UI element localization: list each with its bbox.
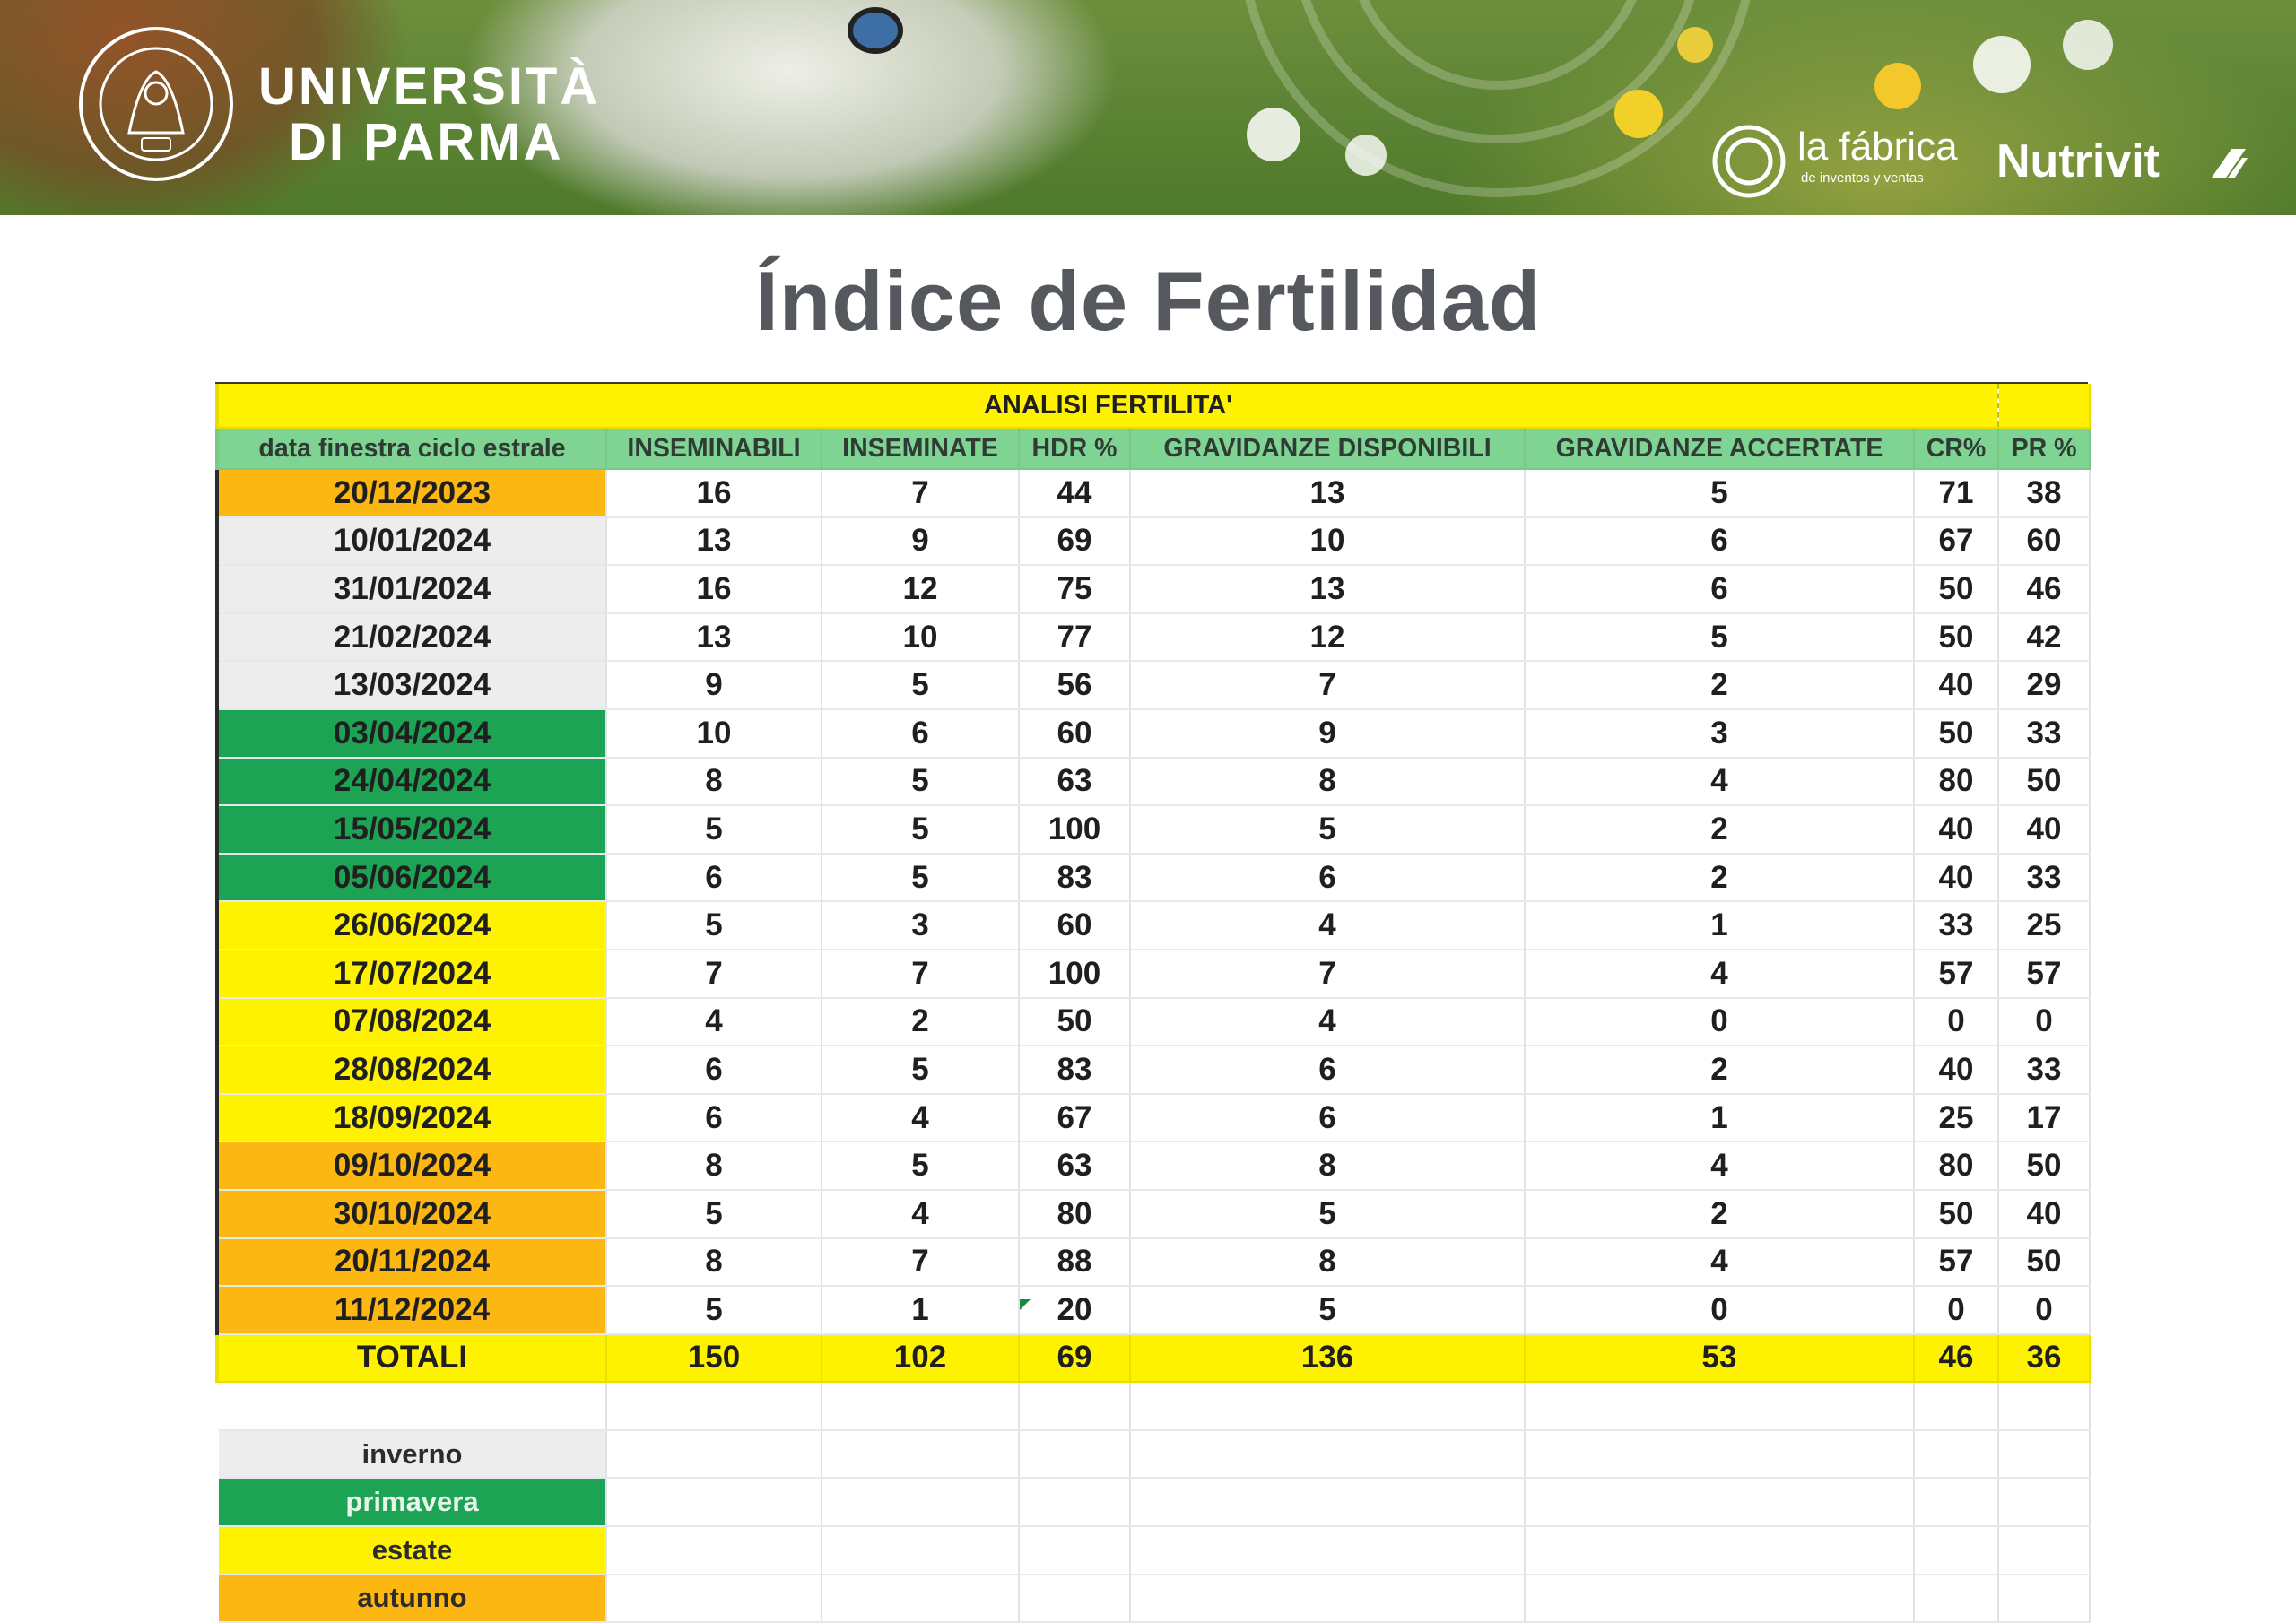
date-cell: 26/06/2024 bbox=[217, 901, 606, 950]
value-cell: 29 bbox=[1998, 661, 2090, 709]
value-cell: 6 bbox=[1130, 854, 1525, 902]
value-cell: 10 bbox=[606, 709, 822, 758]
blank-cell bbox=[606, 1382, 822, 1430]
table-row bbox=[217, 998, 2090, 1046]
total-value-cell: 46 bbox=[1914, 1334, 1998, 1383]
value-cell: 5 bbox=[606, 1190, 822, 1238]
date-cell: 10/01/2024 bbox=[217, 517, 606, 566]
value-cell: 4 bbox=[606, 998, 822, 1046]
blank-cell bbox=[1998, 1478, 2090, 1526]
column-header: INSEMINATE bbox=[822, 428, 1019, 469]
value-cell: 80 bbox=[1019, 1190, 1130, 1238]
value-cell: 60 bbox=[1998, 517, 2090, 566]
blank-cell bbox=[822, 1382, 1019, 1430]
blank-cell bbox=[822, 1478, 1019, 1526]
value-cell: 38 bbox=[1998, 469, 2090, 517]
blank-cell bbox=[606, 1575, 822, 1623]
total-value-cell: 150 bbox=[606, 1334, 822, 1383]
flower-decoration bbox=[1247, 108, 1300, 161]
blank-cell bbox=[1914, 1430, 1998, 1479]
value-cell: 40 bbox=[1998, 805, 2090, 854]
value-cell: 44 bbox=[1019, 469, 1130, 517]
university-line-1: UNIVERSITÀ bbox=[258, 57, 601, 116]
date-cell: 30/10/2024 bbox=[217, 1190, 606, 1238]
value-cell: 2 bbox=[822, 998, 1019, 1046]
value-cell: 5 bbox=[822, 854, 1019, 902]
value-cell: 8 bbox=[1130, 1238, 1525, 1287]
value-cell: 7 bbox=[1130, 950, 1525, 998]
table-row bbox=[217, 469, 2090, 517]
nutrivit-logo: Nutrivit bbox=[1996, 135, 2160, 187]
value-cell: 40 bbox=[1914, 854, 1998, 902]
value-cell: 5 bbox=[1130, 1190, 1525, 1238]
blank-cell bbox=[1914, 1382, 1998, 1430]
table-row bbox=[217, 565, 2090, 613]
value-cell: 10 bbox=[822, 613, 1019, 662]
date-cell: 21/02/2024 bbox=[217, 613, 606, 662]
date-cell: 13/03/2024 bbox=[217, 661, 606, 709]
table-row bbox=[217, 661, 2090, 709]
value-cell: 5 bbox=[822, 661, 1019, 709]
value-cell: 5 bbox=[822, 758, 1019, 806]
fertility-table bbox=[215, 384, 2091, 1623]
value-cell: 50 bbox=[1998, 758, 2090, 806]
value-cell: 4 bbox=[822, 1190, 1019, 1238]
date-cell: 09/10/2024 bbox=[217, 1141, 606, 1190]
date-cell: 05/06/2024 bbox=[217, 854, 606, 902]
table-row bbox=[217, 901, 2090, 950]
table-row bbox=[217, 950, 2090, 998]
value-cell: 4 bbox=[1130, 998, 1525, 1046]
value-cell: 40 bbox=[1914, 1046, 1998, 1094]
value-cell: 33 bbox=[1998, 1046, 2090, 1094]
value-cell: 60 bbox=[1019, 709, 1130, 758]
value-cell: 83 bbox=[1019, 1046, 1130, 1094]
value-cell: 5 bbox=[822, 1141, 1019, 1190]
value-cell: 5 bbox=[822, 1046, 1019, 1094]
value-cell: 0 bbox=[1998, 998, 2090, 1046]
legend-estate: estate bbox=[217, 1526, 606, 1575]
value-cell: 33 bbox=[1998, 709, 2090, 758]
blank-cell bbox=[1525, 1382, 1914, 1430]
value-cell: 7 bbox=[822, 950, 1019, 998]
flower-decoration bbox=[1345, 135, 1387, 176]
date-cell: 11/12/2024 bbox=[217, 1286, 606, 1334]
table-title: ANALISI FERTILITA' bbox=[217, 384, 1998, 428]
value-cell: 1 bbox=[1525, 1094, 1914, 1142]
flower-decoration bbox=[1874, 63, 1921, 109]
value-cell: 7 bbox=[822, 469, 1019, 517]
table-row bbox=[217, 1286, 2090, 1334]
value-cell: 3 bbox=[1525, 709, 1914, 758]
value-cell: 6 bbox=[606, 854, 822, 902]
table-title-blank bbox=[1998, 384, 2090, 428]
value-cell: 1 bbox=[822, 1286, 1019, 1334]
date-cell: 18/09/2024 bbox=[217, 1094, 606, 1142]
blank-cell bbox=[1998, 1430, 2090, 1479]
value-cell: 5 bbox=[606, 805, 822, 854]
flower-decoration bbox=[1973, 36, 2031, 93]
table-row bbox=[217, 517, 2090, 566]
value-cell: 100 bbox=[1019, 950, 1130, 998]
university-seal-icon bbox=[77, 25, 235, 183]
value-cell: 9 bbox=[606, 661, 822, 709]
legend-row bbox=[217, 1526, 2090, 1575]
value-cell: 6 bbox=[606, 1046, 822, 1094]
value-cell: 6 bbox=[1130, 1046, 1525, 1094]
blank-cell bbox=[1525, 1478, 1914, 1526]
value-cell: 67 bbox=[1019, 1094, 1130, 1142]
blank-cell bbox=[1525, 1575, 1914, 1623]
value-cell: 10 bbox=[1130, 517, 1525, 566]
value-cell: 5 bbox=[1525, 469, 1914, 517]
value-cell: 63 bbox=[1019, 1141, 1130, 1190]
blank-cell bbox=[1130, 1575, 1525, 1623]
value-cell: 8 bbox=[606, 1238, 822, 1287]
value-cell: 8 bbox=[1130, 758, 1525, 806]
value-cell: 0 bbox=[1914, 1286, 1998, 1334]
value-cell: 88 bbox=[1019, 1238, 1130, 1287]
legend-row bbox=[217, 1575, 2090, 1623]
date-cell: 20/11/2024 bbox=[217, 1238, 606, 1287]
value-cell: 57 bbox=[1998, 950, 2090, 998]
date-cell: 15/05/2024 bbox=[217, 805, 606, 854]
value-cell: 50 bbox=[1998, 1141, 2090, 1190]
table-row bbox=[217, 1094, 2090, 1142]
column-header: CR% bbox=[1914, 428, 1998, 469]
table-row bbox=[217, 709, 2090, 758]
value-cell: 13 bbox=[606, 613, 822, 662]
value-cell: 5 bbox=[606, 1286, 822, 1334]
value-cell: 5 bbox=[1525, 613, 1914, 662]
value-cell: 50 bbox=[1914, 565, 1998, 613]
total-value-cell: 102 bbox=[822, 1334, 1019, 1383]
flower-decoration bbox=[2063, 20, 2113, 70]
value-cell: 46 bbox=[1998, 565, 2090, 613]
column-header: INSEMINABILI bbox=[606, 428, 822, 469]
value-cell: 13 bbox=[1130, 565, 1525, 613]
value-cell: 42 bbox=[1998, 613, 2090, 662]
table-row bbox=[217, 1238, 2090, 1287]
nutrivit-leaf-icon bbox=[2208, 145, 2249, 181]
date-cell: 20/12/2023 bbox=[217, 469, 606, 517]
value-cell: 50 bbox=[1019, 998, 1130, 1046]
cell-comment-marker bbox=[1020, 1299, 1031, 1310]
page-title: Índice de Fertilidad bbox=[754, 254, 1542, 348]
blank-cell bbox=[1998, 1526, 2090, 1575]
value-cell: 6 bbox=[606, 1094, 822, 1142]
value-cell: 2 bbox=[1525, 854, 1914, 902]
value-cell: 7 bbox=[606, 950, 822, 998]
value-cell: 3 bbox=[822, 901, 1019, 950]
value-cell: 50 bbox=[1914, 613, 1998, 662]
university-name bbox=[258, 59, 600, 170]
value-cell: 60 bbox=[1019, 901, 1130, 950]
blank-cell bbox=[1914, 1478, 1998, 1526]
total-value-cell: 136 bbox=[1130, 1334, 1525, 1383]
value-cell: 16 bbox=[606, 565, 822, 613]
value-cell: 40 bbox=[1914, 805, 1998, 854]
blank-cell bbox=[822, 1575, 1019, 1623]
value-cell: 4 bbox=[1525, 950, 1914, 998]
value-cell: 50 bbox=[1914, 709, 1998, 758]
blank-cell bbox=[1130, 1382, 1525, 1430]
total-value-cell: 36 bbox=[1998, 1334, 2090, 1383]
blank-cell bbox=[1019, 1430, 1130, 1479]
value-cell: 2 bbox=[1525, 805, 1914, 854]
value-cell: 12 bbox=[1130, 613, 1525, 662]
value-cell: 4 bbox=[1525, 1238, 1914, 1287]
value-cell: 77 bbox=[1019, 613, 1130, 662]
column-header: GRAVIDANZE DISPONIBILI bbox=[1130, 428, 1525, 469]
legend-row bbox=[217, 1478, 2090, 1526]
value-cell: 13 bbox=[1130, 469, 1525, 517]
blank-cell bbox=[1914, 1575, 1998, 1623]
blank-cell bbox=[1019, 1478, 1130, 1526]
table-row bbox=[217, 805, 2090, 854]
university-line-2: DI PARMA bbox=[289, 113, 564, 171]
value-cell: 6 bbox=[1525, 565, 1914, 613]
value-cell: 8 bbox=[606, 758, 822, 806]
value-cell: 4 bbox=[822, 1094, 1019, 1142]
table-row bbox=[217, 1190, 2090, 1238]
blank-cell bbox=[1914, 1526, 1998, 1575]
fabrica-tagline: de inventos y ventas bbox=[1801, 170, 1924, 186]
value-cell: 75 bbox=[1019, 565, 1130, 613]
total-value-cell: 53 bbox=[1525, 1334, 1914, 1383]
table-row bbox=[217, 758, 2090, 806]
blank-cell bbox=[1525, 1430, 1914, 1479]
table-row bbox=[217, 613, 2090, 662]
table-title-row bbox=[217, 384, 2090, 428]
value-cell: 100 bbox=[1019, 805, 1130, 854]
legend-inverno: inverno bbox=[217, 1430, 606, 1479]
fabrica-name: la fábrica bbox=[1797, 125, 1958, 169]
value-cell: 17 bbox=[1998, 1094, 2090, 1142]
value-cell: 50 bbox=[1998, 1238, 2090, 1287]
value-cell: 80 bbox=[1914, 1141, 1998, 1190]
date-cell: 28/08/2024 bbox=[217, 1046, 606, 1094]
date-cell: 07/08/2024 bbox=[217, 998, 606, 1046]
table-header-row bbox=[217, 428, 2090, 469]
value-cell: 5 bbox=[606, 901, 822, 950]
legend-primavera: primavera bbox=[217, 1478, 606, 1526]
value-cell: 0 bbox=[1998, 1286, 2090, 1334]
value-cell: 50 bbox=[1914, 1190, 1998, 1238]
column-header: HDR % bbox=[1019, 428, 1130, 469]
date-cell: 17/07/2024 bbox=[217, 950, 606, 998]
value-cell: 7 bbox=[822, 1238, 1019, 1287]
value-cell: 2 bbox=[1525, 661, 1914, 709]
date-cell: 24/04/2024 bbox=[217, 758, 606, 806]
value-cell: 9 bbox=[1130, 709, 1525, 758]
value-cell: 8 bbox=[606, 1141, 822, 1190]
legend-row bbox=[217, 1430, 2090, 1479]
value-cell: 67 bbox=[1914, 517, 1998, 566]
value-cell: 0 bbox=[1914, 998, 1998, 1046]
value-cell: 83 bbox=[1019, 854, 1130, 902]
value-cell: 40 bbox=[1998, 1190, 2090, 1238]
value-cell: 33 bbox=[1998, 854, 2090, 902]
blank-cell bbox=[1525, 1526, 1914, 1575]
blank-cell bbox=[822, 1526, 1019, 1575]
value-cell: 57 bbox=[1914, 1238, 1998, 1287]
value-cell: 25 bbox=[1998, 901, 2090, 950]
blank-cell bbox=[1998, 1382, 2090, 1430]
value-cell: 4 bbox=[1130, 901, 1525, 950]
value-cell: 5 bbox=[1130, 805, 1525, 854]
value-cell: 80 bbox=[1914, 758, 1998, 806]
value-cell: 4 bbox=[1525, 1141, 1914, 1190]
totals-label: TOTALI bbox=[217, 1334, 606, 1383]
value-cell: 20 bbox=[1019, 1286, 1130, 1334]
flower-decoration bbox=[1614, 90, 1663, 138]
blank-cell bbox=[1130, 1526, 1525, 1575]
date-cell: 03/04/2024 bbox=[217, 709, 606, 758]
value-cell: 6 bbox=[1130, 1094, 1525, 1142]
column-header: PR % bbox=[1998, 428, 2090, 469]
blank-cell bbox=[1998, 1575, 2090, 1623]
value-cell: 5 bbox=[1130, 1286, 1525, 1334]
value-cell: 13 bbox=[606, 517, 822, 566]
value-cell: 9 bbox=[822, 517, 1019, 566]
value-cell: 2 bbox=[1525, 1190, 1914, 1238]
value-cell: 57 bbox=[1914, 950, 1998, 998]
value-cell: 6 bbox=[1525, 517, 1914, 566]
total-value-cell: 69 bbox=[1019, 1334, 1130, 1383]
column-header: GRAVIDANZE ACCERTATE bbox=[1525, 428, 1914, 469]
value-cell: 5 bbox=[822, 805, 1019, 854]
totals-row bbox=[217, 1334, 2090, 1383]
value-cell: 7 bbox=[1130, 661, 1525, 709]
value-cell: 1 bbox=[1525, 901, 1914, 950]
value-cell: 8 bbox=[1130, 1141, 1525, 1190]
blank-cell bbox=[1019, 1382, 1130, 1430]
value-cell: 4 bbox=[1525, 758, 1914, 806]
value-cell: 0 bbox=[1525, 1286, 1914, 1334]
value-cell: 71 bbox=[1914, 469, 1998, 517]
value-cell: 12 bbox=[822, 565, 1019, 613]
table-row bbox=[217, 1141, 2090, 1190]
blank-cell bbox=[606, 1526, 822, 1575]
table-row bbox=[217, 854, 2090, 902]
value-cell: 40 bbox=[1914, 661, 1998, 709]
cow-eye-decoration bbox=[848, 7, 903, 54]
blank-cell bbox=[822, 1430, 1019, 1479]
value-cell: 25 bbox=[1914, 1094, 1998, 1142]
blank-cell bbox=[606, 1478, 822, 1526]
value-cell: 6 bbox=[822, 709, 1019, 758]
table-row bbox=[217, 1046, 2090, 1094]
value-cell: 63 bbox=[1019, 758, 1130, 806]
blank-cell bbox=[1130, 1430, 1525, 1479]
blank-cell bbox=[217, 1382, 606, 1430]
fabrica-logo-icon bbox=[1711, 124, 1787, 199]
value-cell: 56 bbox=[1019, 661, 1130, 709]
legend-autunno: autunno bbox=[217, 1575, 606, 1623]
column-header: data finestra ciclo estrale bbox=[217, 428, 606, 469]
blank-row bbox=[217, 1382, 2090, 1430]
flower-decoration bbox=[1677, 27, 1713, 63]
value-cell: 33 bbox=[1914, 901, 1998, 950]
value-cell: 69 bbox=[1019, 517, 1130, 566]
blank-cell bbox=[1019, 1526, 1130, 1575]
blank-cell bbox=[606, 1430, 822, 1479]
value-cell: 0 bbox=[1525, 998, 1914, 1046]
blank-cell bbox=[1130, 1478, 1525, 1526]
value-cell: 16 bbox=[606, 469, 822, 517]
date-cell: 31/01/2024 bbox=[217, 565, 606, 613]
header-banner bbox=[0, 0, 2296, 215]
value-cell: 2 bbox=[1525, 1046, 1914, 1094]
blank-cell bbox=[1019, 1575, 1130, 1623]
